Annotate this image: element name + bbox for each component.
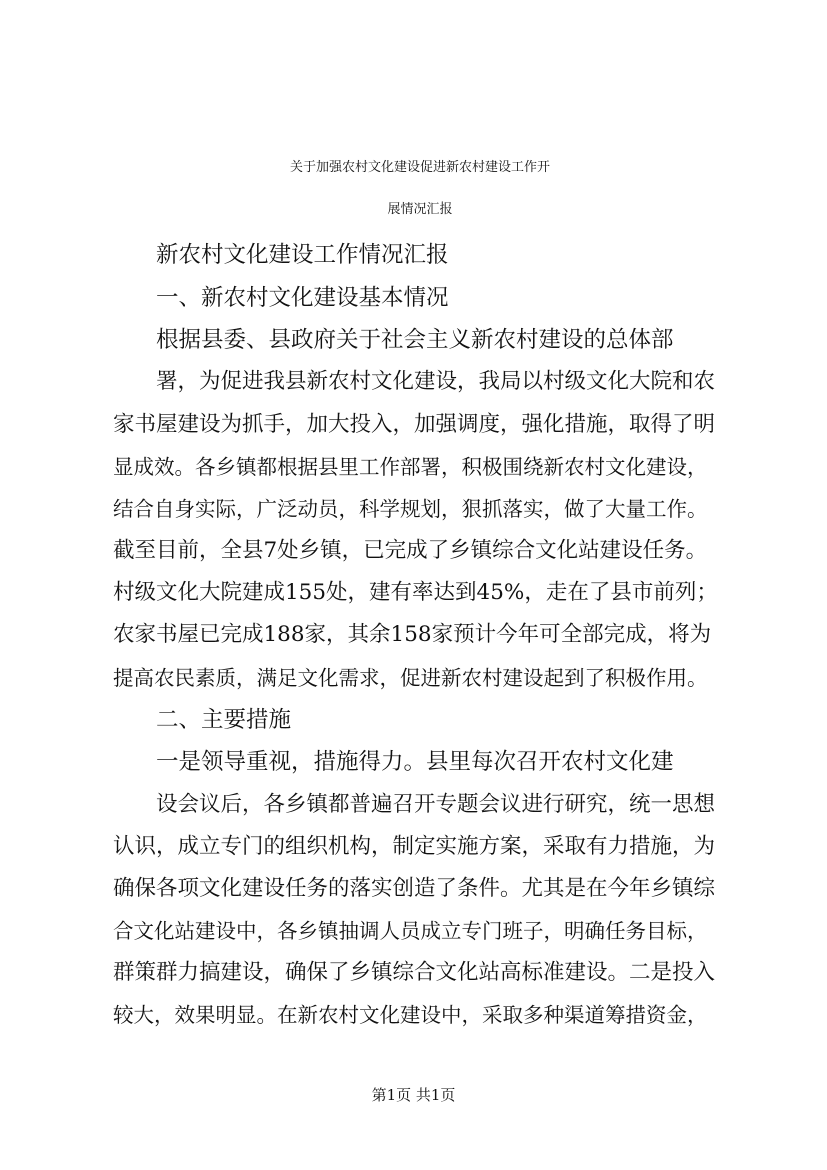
paragraph-line: 家书屋建设为抓手，加大投入，加强调度，强化措施，取得了明 xyxy=(113,412,716,437)
paragraph-line: 截至目前，全县7处乡镇，已完成了乡镇综合文化站建设任务。 xyxy=(113,538,708,563)
paragraph-line: 较大，效果明显。在新农村文化建设中，采取多种渠道筹措资金， xyxy=(113,1003,708,1027)
paragraph-line: 村级文化大院建成155处，建有率达到45%，走在了县市前列； xyxy=(113,580,718,605)
section-heading-1: 一、新农村文化建设基本情况 xyxy=(156,285,449,311)
page-footer: 第1页 共1页 xyxy=(371,1086,456,1104)
paragraph-line: 显成效。各乡镇都根据县里工作部署，积极围绕新农村文化建设， xyxy=(113,455,708,479)
paragraph-line: 根据县委、县政府关于社会主义新农村建设的总体部 xyxy=(156,327,674,353)
subtitle: 新农村文化建设工作情况汇报 xyxy=(156,242,449,268)
paragraph-line: 设会议后，各乡镇都普遍召开专题会议进行研究，统一思想 xyxy=(156,792,716,817)
paragraph-line: 农家书屋已完成188家，其余158家预计今年可全部完成，将为 xyxy=(113,622,712,647)
paragraph-line: 合文化站建设中，各乡镇抽调人员成立专门班子，明确任务目标， xyxy=(113,919,708,943)
paragraph-line: 结合自身实际，广泛动员，科学规划，狠抓落实，做了大量工作。 xyxy=(113,497,708,521)
paragraph-line: 确保各项文化建设任务的落实创造了条件。尤其是在今年乡镇综 xyxy=(113,876,716,901)
paragraph-line: 提高农民素质，满足文化需求，促进新农村建设起到了积极作用。 xyxy=(113,666,708,690)
paragraph-line: 一是领导重视，措施得力。县里每次召开农村文化建 xyxy=(156,749,674,775)
document-title-line-2: 展情况汇报 xyxy=(387,202,453,217)
document-title-line-1: 关于加强农村文化建设促进新农村建设工作开 xyxy=(289,160,550,175)
section-heading-2: 二、主要措施 xyxy=(156,707,292,733)
paragraph-line: 群策群力搞建设，确保了乡镇综合文化站高标准建设。二是投入 xyxy=(113,960,716,985)
paragraph-line: 认识，成立专门的组织机构，制定实施方案，采取有力措施，为 xyxy=(113,834,716,859)
paragraph-line: 署，为促进我县新农村文化建设，我局以村级文化大院和农 xyxy=(156,369,716,394)
